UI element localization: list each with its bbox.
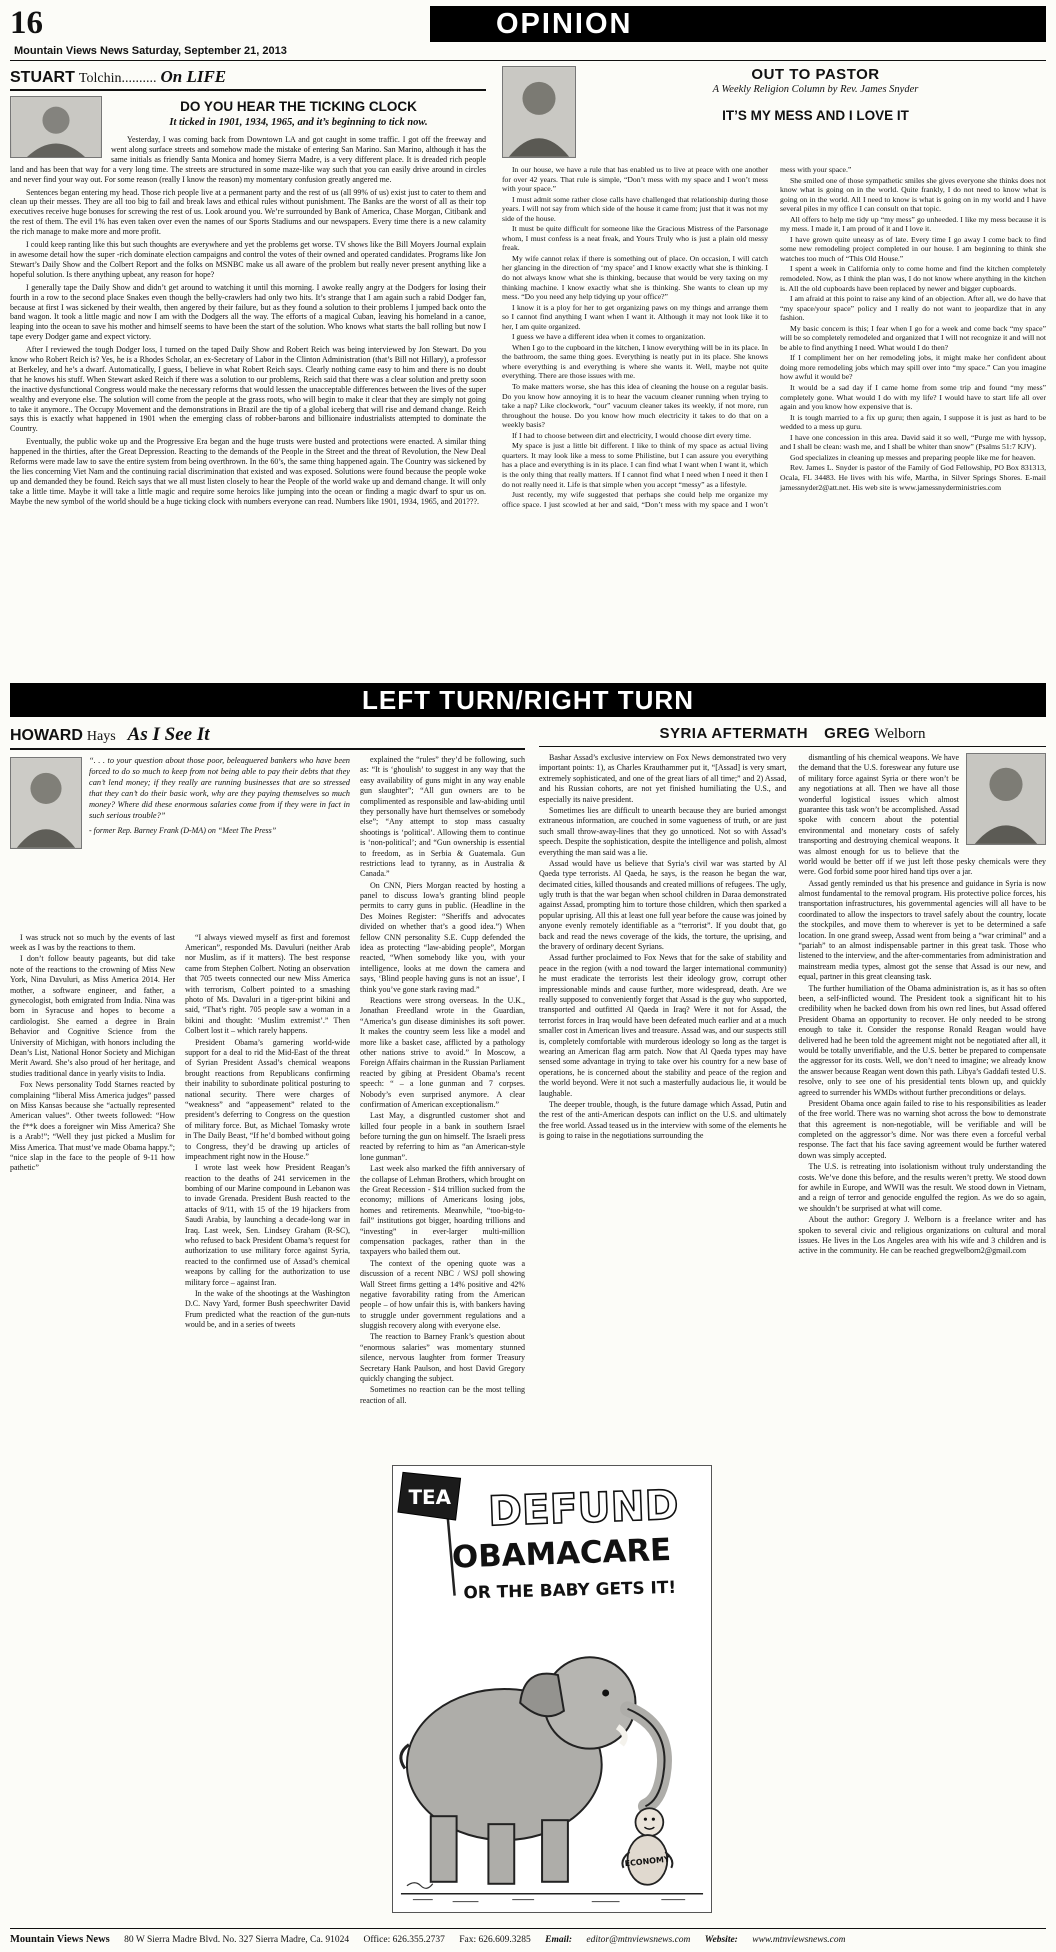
paragraph: Assad further proclaimed to Fox News that for the sake of stability and peace in the region (with a nod toward the larger international community) he must eradicate the terrorists lest their ideology grow, corrupt other impressionable minds and cause further, more widespread, death. Are we really supposed to conveniently forget that Assad is the guy who supported, transported and outfitted Al Qaeda in Iraq? Were it not for Assad, the terrorist forces in Iraq would have been defeated much earlier and at a much smaller cost in American lives and treasure. Assad was, and our suspects still is, completely comfortable with murderous ideology so long as the target is wearing an American flag arm patch. Now that Al Qaeda types may have sensed some advantage in trying to take over his country for a new base of operations, he is concerned about the stability and peace of the region and the world beyond. Were it not such a masterfully audacious lie, it would be laughable.	[539, 953, 787, 1098]
footer-address: 80 W Sierra Madre Blvd. No. 327 Sierra Madre, Ca. 91024	[124, 1935, 350, 1945]
paragraph: Sentences began entering my head. Those rich people live at a permanent party and the rest of us (all 99% of us) exist just to cater to them and clean up their messes. They are all too big to fail and break laws and ethical rules without punishment. The Banks are the worst of all as their top executives receive huge bonuses for screwing the rest of us. Look around you. We’re surrounded by Bank of America, Chase Morgan, Citibank and the rest of them. The evil 1% has even taken over even the names of our Sports Stadiums and our newspapers. Every time there is a new calamity the rich manage to make more and more profit.	[10, 187, 486, 237]
paragraph: I have grown quite uneasy as of late. Every time I go away I come back to find some new remodeling project completed in our house. I am beginning to think she watches too much of “This Old House.”	[780, 234, 1046, 263]
bottom-section	[10, 723, 1046, 1921]
section-title: OPINION	[496, 7, 633, 40]
paragraph: dismantling of his chemical weapons. We have the demand that the U.S. foreswear any future use of military force against Syria or there won’t be any negotiations at all. Then we have all those wonderful logistical issues which almost guarantee this task won’t be accomplished. Assad spoke with concern about the potential environmental and monetary costs of safely transporting and destroying chemical weapons. It was almost enough for us to believe that the world would be better off if we just left those pesky chemicals were they were. God forbid some poor hired hand tips over a jar.	[798, 753, 1046, 877]
paragraph: explained the “rules” they’d be following, such as: “It is ‘ghoulish’ to suggest in any way that the easy availability of guns might in any way enable gun slaughter”; “All gun owners are to be complimented as responsible and law-abiding until they personally have hurt themselves or somebody else”; “Any attempt to stop mass casualty shootings is ‘political’. Allowing them to continue is ‘non-political’; and “Gun ownership is essential to freedom, as in Serbia & Guatemala. Gun restrictions lead to tyranny, as in Australia & Canada.”	[360, 755, 525, 879]
paragraph: I generally tape the Daily Show and didn’t get around to watching it until this morning. I awoke really angry at the Dodgers for losing their fourth in a row to the second place Snakes even though the belly-crawlers had only two hits. It’s strange that I am again such a rabid Dodger fan, because at first I was sickened by their wealth, then angered by their failure, but as they found a solution to their problems I jumped back onto the band wagon. It took a little magic and now I am with the Dodgers all the way. The efforts of a magical Cuban, leaving his homeland in a canoe, leaping into the ocean to save his mother and himself seems to have been the start of the solution. Who knows what starts the ball rolling but now I tape every Dodger game and expect victory.	[10, 282, 486, 342]
cartoon-caption-line3: OR THE BABY GETS IT!	[463, 1576, 677, 1603]
james-snyder-photo	[502, 66, 576, 158]
paragraph: The reaction to Barney Frank’s question about “enormous salaries” was momentary stunned silence, nervous laughter from former Treasury Secretary Hank Paulson, and host David Gregory quickly changing the subject.	[360, 1332, 525, 1384]
footer-website: www.mtnviewsnews.com	[752, 1935, 846, 1945]
out-to-pastor-article	[502, 66, 1046, 678]
paragraph: I don’t follow beauty pageants, but did take note of the reactions to the crowning of Miss New York, Nina Davuluri, as Miss America 2014. Her mother, a software engineer, and father, a gynecologist, both emigrated from India. Nina was born in Syracuse and hopes to become a cardiologist. She earned a degree in Brain Behavior and Cognitive Science from the University of Michigan, with honors including the Dean’s List, National Honor Society and Michigan Merit Award. She’s also proud of her heritage, and studies traditional dance in yearly visits to India.	[10, 954, 175, 1078]
paragraph: In the wake of the shootings at the Washington D.C. Navy Yard, former Bush speechwriter David Frum predicted what the reaction of the gun-nuts would be, and in a series of tweets	[185, 1288, 350, 1330]
paragraph: Eventually, the public woke up and the Progressive Era began and the huge trusts were busted and protections were enacted. A similar thing happened in the thirties, after the Great Depression. Reacting to the demands of the People in the Street and the threat of Revolution, the New Deal Reforms were made law to save the entire system from being overthrown. In the 60’s, the same thing happened again. The Country was sickened by the lies concerning Viet Nam and the continuing racial discrimination that existed and was exposed. Solutions were found because the people woke up and demanded they be found. Reich says that we all must listen closely to hear the People of the world wake up and demand change. It will only take a little time. Maybe it will take a little magic and require some heroics like jumping into the ocean or finding a magic dwarf to spur us on. Maybe the new symbol of the world should be a huge ticking clock with numbers everyone can read. Numbers like 1901, 1934, 1965, and 201???.	[10, 437, 486, 506]
author-last-name: Tolchin..........	[78, 71, 157, 86]
top-section	[10, 66, 1046, 678]
paragraph: Sometimes lies are difficult to unearth because they are buried amongst extraneous information, are couched in some vagueness of truth, or are just such small throw-away-lines that they go unnoticed. Not so with Assad’s speech. Despite the sophistication, despite the intelligence and polish, almost everything the man said was a lie.	[539, 805, 787, 857]
page-footer	[10, 1928, 1046, 1945]
cartoonist-signature-squiggle	[407, 1883, 433, 1889]
cartoon-caption-line2: OBAMACARE	[451, 1531, 672, 1576]
left-turn-right-turn-banner: LEFT TURN/RIGHT TURN	[10, 683, 1046, 717]
author-first-name: STUART	[10, 69, 75, 86]
paragraph: I could keep ranting like this but such thoughts are everywhere and yet the problems get worse. TV shows like the Bill Moyers Journal explain in awesome detail how the super -rich dominate election campaigns and control the votes of their owned and operated candidates. Programs like Jon Stewart’s Daily Show and the Colbert Report and the folks on MSNBC make us all aware of the problem but really never present anything like a hopeful solution. Is there anything upbeat, any reason for hope?	[10, 240, 486, 279]
pull-quote-attribution: - former Rep. Barney Frank (D-MA) on “Meet The Press”	[89, 825, 277, 835]
stuart-subhead: It ticked in 1901, 1934, 1965, and it’s beginning to tick now.	[169, 117, 428, 128]
paragraph: In our house, we have a rule that has enabled us to live at peace with one another for over 42 years. That rule is simple, “Don’t mess with my space and I won’t mess with your space.”	[502, 165, 768, 194]
headshot-silhouette-icon	[11, 758, 81, 848]
paragraph: Just recently, my wife suggested that perhaps she could help me organize my office space. I just scowled at her and said, “Don’t mess with my space and I won’t mess with your space.”	[502, 165, 852, 509]
paragraph: I guess we have a different idea when it comes to organization.	[512, 332, 706, 342]
paragraph: President Obama’s garnering world-wide support for a deal to rid the Mid-East of the threat of Syrian President Assad’s chemical weapons brought reactions from Republicans confirming their inability to subordinate political posturing to national security. There were charges of “weakness” and “appeasement” related to the president’s deferring to Congress on the question of military force. But, as Michael Tomasky wrote in The Daily Beast, “If he’d bombed without going to Congress, they’d be drawing up articles of impeachment right now in the House.”	[185, 1037, 350, 1161]
paragraph: My basic concern is this; I fear when I go for a week and come back “my space” will be so completely remodeled and organized that I will not recognize it and will not be able to find anything I need. What would I do then?	[780, 323, 1046, 352]
pastor-titles	[585, 66, 1046, 158]
paragraph: Reactions were strong overseas. In the U.K., Jonathan Freedland wrote in the Guardian, “America’s gun disease diminishes its soft power. It makes the country seem less like a model and more like a basket case, afflicted by a pathology other nations strive to avoid.” In Moscow, a Foreign Affairs chairman in the Russian Parliament reacted by gibing at President Obama’s recent speech: “ – a lone gunman and 7 corpses. Nobody’s even surprised anymore. A clear confirmation of American exceptionalism.”	[360, 995, 525, 1109]
paragraph: Bashar Assad’s exclusive interview on Fox News demonstrated two very important points: 1), as Charles Krauthammer put it, “[Assad] is very smart, extremely sophisticated, and one of the great liars of all time;” and 2) Assad, and his Russian cohorts, are not yet finished humiliating the U.S., and especially its naive president.	[539, 753, 787, 804]
paragraph: If I had to choose between dirt and electricity, I would choose dirt every time.	[512, 430, 752, 440]
paragraph: Sometimes no reaction can be the most telling reaction of all.	[360, 1385, 525, 1405]
defund-obamacare-cartoon-drawing	[393, 1466, 711, 1912]
paragraph: Fox News personality Todd Starnes reacted by complaining “liberal Miss America judges” passed on Miss Kansas because she “actually represented American values”. Other tweets followed: “How the f**k does a foreigner win Miss America? She is a Arab!”; “Well they just picked a Muslim for Miss America. That must’ve made Obama happy.”; “nice slap in the face to the people of 9-11 how pathetic”	[10, 1080, 175, 1173]
paragraph: After I reviewed the tough Dodger loss, I turned on the taped Daily Show and Robert Reich was being interviewed by Jon Stewart. Do you know who Robert Reich is? Yes, he is a Rhodes Scholar, an ex-Secretary of Labor in the Clinton Administration (that’s Bill not Hillary), a professor at Berkeley, and he’s a dwarf. Automatically, I guess, I believe in what Robert Reich says. Clearly nothing came easy to him and there is no doubt that he knows his stuff. When Stewart asked Reich if there was a solution to our problems, Reich said that there was a clear solution and pretty soon the inactive dysfunctional Congress would make the necessary reforms that would lessen the unacceptable differences between the lives of the super wealthy and everyone else. The solution will come from the people at the grass roots, who will begin to make it clear that they are simply not going to take it anymore.. The Occupy Movement and the demonstrations in Brazil are the tip of a global iceberg that will rise and demand change. Reich says this is exactly what happened in 1901 when the emerging class of robber-barons and billionaire industrialists attempted to dominate the Country.	[10, 345, 486, 434]
paragraph: My wife cannot relax if there is something out of place. On occasion, I will catch her glancing in the direction of ‘my space’ and I know exactly what she is thinking. I do not always know what she is thinking, because that would be very taxing on my thinking machine. I know exactly what she is thinking. She wants to clean up my mess. “Do you need any help tidying up your office?”	[502, 253, 768, 302]
pastor-headline: IT’S MY MESS AND I LOVE IT	[722, 108, 909, 123]
paragraph: Assad would have us believe that Syria’s civil war was started by Al Qaeda type terrorists. Al Qaeda, he says, is the reason he began the war, decimated cities, killed thousands and created millions of refugees. The ugly, ugly truth is that the war began when school children in Daraa demonstrated against Assad, prompting him to torture those children, which then sparked a popular uprising. All this at least one full year before the cause was joined by anyone evenly remotely identifiable as a “terrorist”. If you doubt that, go back and read the news coverage of the kids, the torture, the uprising, and the bravery of ordinary decent Syrians.	[539, 858, 787, 952]
footer-office-phone: Office: 626.355.2737	[363, 1935, 445, 1945]
paragraph: My space is just a little bit different. I like to think of my space as actual living quarters. It may look like a mess to some Philistine, but I can assure you everything has a place and everything is in its place. I can find what I want when I want it, which is the only thing that really matters. If I cannot find what I need when I need it then I do not really need it. Life is that simple when you accept “messy” as a lifestyle.	[502, 441, 768, 489]
page-number: 16	[10, 5, 43, 41]
stuart-body-text	[10, 135, 486, 507]
paragraph: “I always viewed myself as first and foremost American”, responded Ms. Davuluri (neither Arab nor Muslim, as if it matters). The best response came from Stephen Colbert. Noting an observation that 705 tweets connected our new Miss America with terrorism, Colbert pointed to a smashing photo of Ms. Davaluri in a tiger-print bikini and said, “That’s right. 705 people saw a woman in a bikini and thought: ‘Muslim extremist’.” Then Colbert lost it – which rarely happens.	[185, 932, 350, 1036]
headshot-silhouette-icon	[503, 67, 575, 157]
author-first-name: GREG	[824, 725, 871, 742]
syria-column-header	[539, 723, 1046, 747]
howard-text-column-2	[185, 933, 350, 1408]
pastor-column-header	[502, 66, 1046, 158]
paragraph: The further humiliation of the Obama administration is, as it has so often been, a self-inflicted wound. The President took a significant hit to his credibility when he backed down from his own red lines, but Assad offered President Obama an opportunity to recover. He only needed to be strong enough to take it. Consider the response Ronald Reagan would have delivered had he been told the agreement might not be negotiated after all, it would be totally unverifiable, and the U.S. better be prepared to compensate the aggressor for its costs. Well, we don’t need to imagine; we already know the answer because Reagan went down this path. Libya’s Gaddafi tested U.S. resolve, only to see one of his presidential tents blown up, and quickly agreed to surrender his WMDs without further preconditions or delays.	[798, 983, 1046, 1097]
howard-column-header	[10, 723, 525, 750]
syria-text-column-1	[539, 753, 787, 1258]
paragraph: The context of the opening quote was a discussion of a recent NBC / WSJ poll showing Wall Street firms getting a 14% positive and 42% negative favorability rating from the American people – of how unfair this is, with bankers having to struggle under government regulations and a sluggish recovery along with everyone else.	[360, 1258, 525, 1331]
footer-email-label: Email:	[545, 1935, 573, 1945]
howard-text-column-1	[10, 933, 175, 1408]
paragraph: It would be a sad day if I came home from some trip and found “my mess” completely gone. What would I do with my life? I would have to start life all over again and you know how expensive that is.	[780, 383, 1046, 412]
pastor-column-title: OUT TO PASTOR	[751, 66, 880, 83]
paragraph: I am afraid at this point to raise any kind of an objection. After all, we do have that “my space/your space” policy and I really do not want to jeopardize that in any fashion.	[780, 294, 1046, 323]
paragraph: All offers to help me tidy up “my mess” go unheeded. I like my mess because it is my mess. I made it, I am proud of it and I love it.	[780, 214, 1046, 234]
paragraph: God specializes in cleaning up messes and preparing people like me for heaven.	[790, 452, 1036, 462]
paragraph: When I go to the cupboard in the kitchen, I know everything will be in its place. In the bathroom, the same thing goes. Everything is neatly put in its place. She knows where everything is and everything is where she wants it. Well, maybe not quite everything. There are those issues with me.	[502, 342, 768, 381]
howard-hays-photo	[10, 757, 82, 849]
author-last-name: Hays	[86, 729, 116, 744]
paragraph: If I compliment her on her remodeling jobs, it might make her confident about doing more remodeling jobs which may spill over into “my space.” Can you imagine how awful it would be?	[780, 353, 1046, 382]
paragraph: Last May, a disgruntled customer shot and killed four people in a bank in southern Israel before turning the gun on himself. The Israeli press reacted by referring to him as “an American-style lone gunman”.	[360, 1111, 525, 1162]
paragraph: I know it is a ploy for her to get organizing paws on my things and arrange them so I cannot find anything I want when I want it. Although it may not look like it to her, I am quite organized.	[502, 302, 768, 331]
paragraph: The U.S. is retreating into isolationism without truly understanding the costs. We’ve done this before, and the results weren’t pretty. We stood down for awhile in Europe, and WWII was the result. We stood down in Vietnam, and a reign of terror and genocide engulfed the region. As we do so again, we shouldn’t be surprised at what will come.	[798, 1162, 1046, 1213]
howard-text-column-3	[360, 755, 525, 1407]
footer-email: editor@mtnviewsnews.com	[586, 1935, 691, 1945]
greg-welborn-photo	[966, 753, 1046, 845]
stuart-column-header	[10, 66, 486, 91]
syria-headline: SYRIA AFTERMATH	[659, 725, 809, 742]
paragraph: Last week also marked the fifth anniversary of the collapse of Lehman Brothers, which brought on the Great Recession - $14 trillion sucked from the economy; millions of Americans losing jobs, homes and retirements. Meanwhile, “too-big-to-fail” institutions got bigger, hoarding trillions and “investing” in ever-larger multi-million compensation packages, rather than in the taxpayers who bailed them out.	[360, 1164, 525, 1257]
cartoon-caption-line1: DEFUND	[487, 1480, 680, 1536]
footer-fax: Fax: 626.609.3285	[459, 1935, 531, 1945]
paragraph: On CNN, Piers Morgan reacted by hosting a panel to discuss Iowa’s granting blind people permits to carry guns in public. (Headline in the Des Moines Register: “Sheriffs and advocates divided on whether that’s a good idea.”) When fellow CNN personality S.E. Cupp defended the idea as protecting “law-abiding people”, Morgan reacted, “When somebody like you, with your intelligence, looks at me down the camera and says, ‘Blind people having guns is not an issue’, I think you’ve gone stark raving mad.”	[360, 880, 525, 994]
paragraph: I wrote last week how President Reagan’s reaction to the deaths of 241 servicemen in the bombing of our Marine compound in Lebanon was to invade Grenada. President Bush reacted to the attacks of 9/11, with 15 of the 19 hijackers from Saudi Arabia, by launching a decade-long war in Iraq. Last week, Sen. Lindsey Graham (R-SC), who refused to back President Obama’s request for authorization to use military force against Syria, reacted to the confirmed use of Assad’s chemical weapons by calling for the authorization to use military force – against Iran.	[185, 1163, 350, 1287]
baby-economy-label: ECONOMY	[624, 1854, 671, 1869]
section-banner	[430, 6, 1046, 42]
author-first-name: HOWARD	[10, 727, 83, 744]
footer-website-label: Website:	[704, 1935, 738, 1945]
masthead-dateline: Mountain Views News Saturday, September 21, 2013	[10, 42, 1046, 61]
pastor-tagline: A Weekly Religion Column by Rev. James Snyder	[712, 84, 919, 95]
paragraph: The deeper trouble, though, is the future damage which Assad, Putin and the rest of the anti-American despots can inflict on the U.S. and ultimately the free world. Assad teased us in the interview with some of the elements he is going to raise in the negotiations surrounding the	[539, 1099, 787, 1141]
editorial-cartoon	[392, 1465, 712, 1913]
paragraph: About the author: Gregory J. Welborn is a freelance writer and has spoken to several civic and religious organizations on cultural and moral issues. He lives in the Los Angeles area with his wife and 3 children and is active in the community. He can be reached gregwelborn2@gmail.com	[798, 1215, 1046, 1256]
howard-columns	[10, 755, 525, 1407]
paragraph: She smiled one of those sympathetic smiles she gives everyone she thinks does not know what is going on in the world. Quite frankly, I do not need to know what is going on in the world. All I need to know is what is going on in my world and I have several piles in my office I can consult on that topic.	[780, 175, 1046, 214]
footer-paper-name: Mountain Views News	[10, 1934, 110, 1945]
paragraph: I spent a week in California only to come home and find the kitchen completely remodeled. Now, as I think the plan was, I do not know where anything in the kitchen is. All the old cupboards have been replaced by newer and bigger cupboards.	[780, 264, 1046, 293]
paragraph: It must be quite difficult for someone like the Gracious Mistress of the Parsonage whom, I must confess is a neat freak, and Yours Truly who is just a plain old messy freak.	[502, 224, 768, 253]
paragraph: Yesterday, I was coming back from Downtown LA and got caught in some traffic. I got off the freeway and went along surface streets and somehow made the mistake of entering San Marino. San Marino, although it has the same initials as friendly Santa Monica and homey Sierra Madre, is a very different place. It is dreaded rich people land and has been that way for a very long time. The streets are structured in some maze-like way such that you can easily drive around in circles and never find your way out. For some reason (really I know the reason) my momentary confusion greatly angered me.	[10, 135, 486, 184]
stuart-headline: DO YOU HEAR THE TICKING CLOCK	[180, 99, 417, 114]
tea-flag-text: TEA	[408, 1486, 452, 1510]
pastor-body-text	[502, 165, 1046, 509]
pull-quote-block	[10, 755, 350, 933]
stuart-tolchin-article	[10, 66, 486, 678]
stuart-tolchin-photo	[10, 96, 102, 158]
paragraph: It is tough married to a fix up guru; then again, I suppose it is just as hard to be wedded to a mess up guru.	[780, 412, 1046, 432]
pull-quote: “. . . to your question about those poor, beleaguered bankers who have been forced to do so much to keep from not being able to pay their debts that they can’t lend money; if they really are running businesses that are so stressed that they can’t do their basic work, why are they paying themselves so much money? Where did these enormous salaries come from if they were in fact in such serious trouble?”	[89, 756, 350, 821]
paragraph: I have one concession in this area. David said it so well, “Purge me with hyssop, and I shall be clean: wash me, and I shall be whiter than snow” (Psalms 51:7 KJV).	[780, 432, 1046, 452]
headshot-silhouette-icon	[967, 754, 1045, 844]
paragraph: To make matters worse, she has this idea of cleaning the house on a regular basis. Do you know how annoying it is to hear the vacuum cleaner running when trying to take a nap? Like clockwork, “our” vacuum cleaner takes its weekly, if not more, run throughout the house. Do you know how much electricity it takes to do that on a weekly basis?	[502, 382, 768, 430]
headshot-silhouette-icon	[11, 97, 101, 157]
paragraph: Rev. James L. Snyder is pastor of the Family of God Fellowship, PO Box 831313, Ocala, FL 34483. He lives with his wife, Martha, in Silver Springs Shores. E-mail jamessnyder2@att.net. His web site is www.jamessnyderministries.com	[780, 463, 1046, 492]
masthead	[10, 6, 1046, 61]
author-last-name: Welborn	[874, 726, 926, 742]
paragraph: Assad gently reminded us that his presence and guidance in Syria is now almost fundamental to the removal program. His protective police forces, his transportation infrastructures, his governmental agencies will all have to be coordinated to allow the inspectors to travel safely about the country, locate the stockpiles, and move them to wherever is yet to be determined a safe location. In one grand sweep, Assad went from being a “war criminal” and a “pariah” to an almost indispensable partner in this great task. Those who listened to the interview, and the after-commentaries from administration and mainstream media types, almost got the sense that Assad is our new, and equal, partner in this great cleansing task.	[798, 878, 1046, 982]
column-title: As I See It	[127, 724, 210, 745]
syria-text-column-2	[799, 753, 1047, 1258]
paragraph: I must admit some rather close calls have challenged that relationship during those years. I will not say from which side of the house it came from; just that it was not my side of the house.	[502, 194, 768, 223]
paragraph: President Obama once again failed to rise to his responsibilities as leader of the free world. There was no warning shot across the bow to demonstrate that this agreement is non-negotiable, will be verifiable and will be completed on the aggressor’s dime. Nor was there even a forceful verbal response. The fact that his face saving agreement would be further watered down was simply accepted.	[798, 1098, 1046, 1160]
paragraph: I was struck not so much by the events of last week as I was by the reactions to them.	[10, 932, 175, 953]
column-title: On LIFE	[160, 67, 227, 86]
syria-columns	[539, 753, 1046, 1258]
